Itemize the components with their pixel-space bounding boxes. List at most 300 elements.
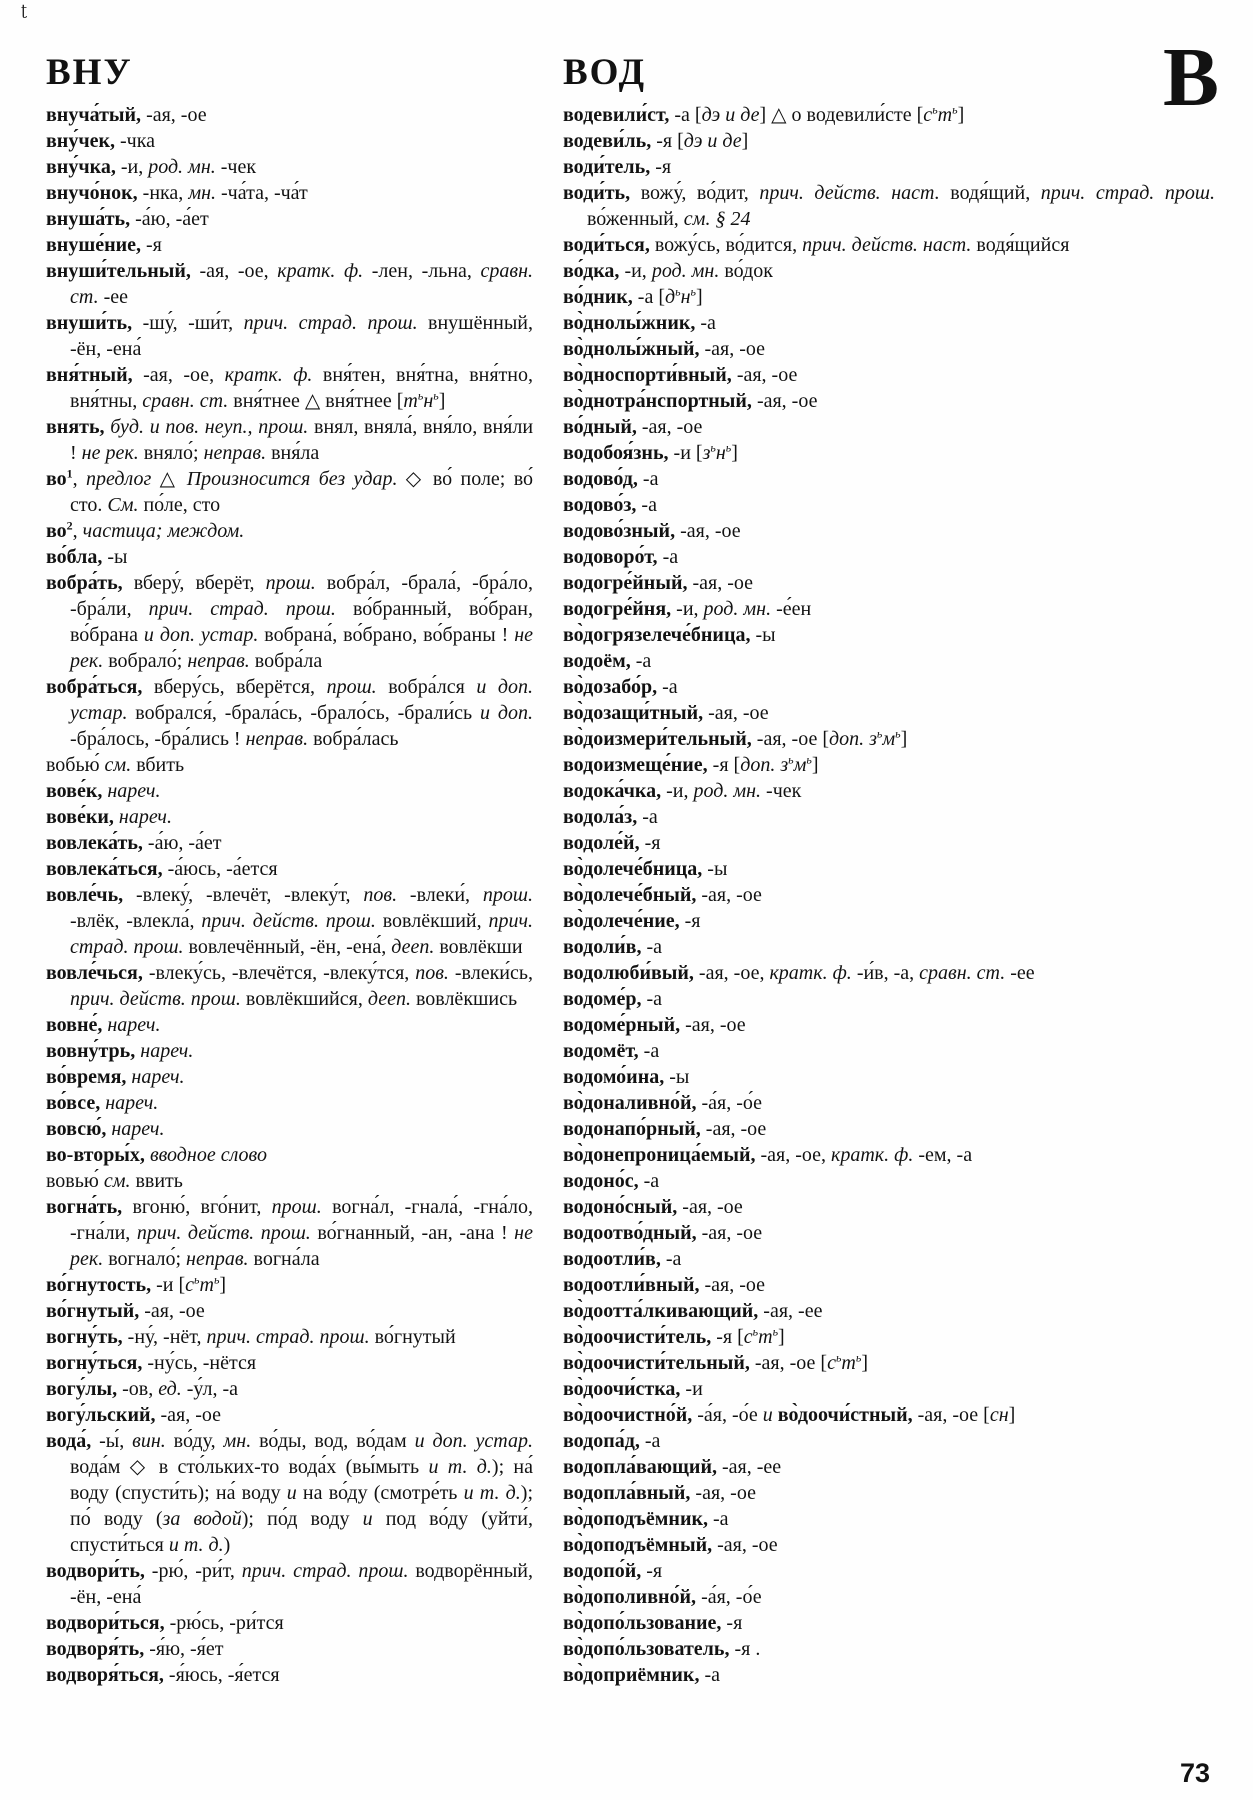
entry-text: з [780, 754, 789, 776]
entry-text: во́ду, [165, 1430, 224, 1452]
entry-text: -ы [702, 858, 728, 880]
headword: водогре́йный, [563, 572, 688, 594]
entry-text: вовлечённый, -ён, -ена́, [183, 936, 392, 958]
headword: внучо́нок, [46, 182, 138, 204]
entry-text: -ая, -ое [703, 702, 769, 724]
headword: вогну́ть, [46, 1326, 123, 1348]
dictionary-entry [563, 960, 1215, 986]
entry-text: кратк. ф. [769, 962, 852, 984]
entry-text: дэ и де [701, 104, 760, 126]
headword: вогу́льский, [46, 1404, 156, 1426]
entry-text: н [423, 390, 434, 412]
entry-text: сравн. ст. [142, 390, 229, 412]
headword: водопа́д, [563, 1430, 640, 1452]
entry-text: -ая, -ое [141, 104, 207, 126]
headword: водока́чка, [563, 780, 662, 802]
entry-text: -ая, -ое [675, 520, 741, 542]
entry-text: ь [788, 752, 794, 767]
headword: во́дка, [563, 260, 620, 282]
entry-text: не рек. [81, 442, 139, 464]
entry-text: т [758, 1326, 773, 1348]
entry-text: прош. [258, 416, 309, 438]
headword: во̀доочи́стный, [777, 1404, 913, 1426]
right-column-header: ВОД [563, 52, 647, 93]
entry-text: ] [219, 1274, 227, 1296]
headword: вовлека́ть, [46, 832, 143, 854]
entry-text: пов. [363, 884, 398, 906]
dictionary-entry [46, 518, 533, 544]
entry-text: -влёк, -влекла́, [70, 910, 202, 932]
entry-text: -и [ [668, 442, 703, 464]
dictionary-entry [46, 1142, 533, 1168]
entry-text: вобра́л, -брала́, -бра́ло, -бра́ли, [70, 572, 533, 620]
entry-text: дееп. [367, 988, 411, 1010]
dictionary-entry [46, 1376, 533, 1402]
entry-text: -е́ен [771, 598, 812, 620]
headword: водоизмеще́ние, [563, 754, 708, 776]
headword: во́дный, [563, 416, 637, 438]
headword: во̀доподъёмник, [563, 1508, 708, 1530]
entry-text: вовлёкши [434, 936, 523, 958]
entry-text: прош. [265, 572, 316, 594]
entry-text: и доп. [480, 702, 533, 724]
entry-text: -а [630, 650, 652, 672]
entry-text: во́гнутый [369, 1326, 456, 1348]
entry-text: -ая, -ое [731, 364, 798, 386]
entry-text: вовью́ [46, 1170, 104, 1192]
entry-text: нареч. [111, 1118, 165, 1140]
headword: во̀доочисти́тель, [563, 1326, 712, 1348]
dictionary-entry [563, 1272, 1215, 1298]
entry-text: неправ. [203, 442, 267, 464]
dictionary-entry [563, 622, 1215, 648]
entry-text: ] [811, 754, 819, 776]
entry-text: ); по́д воду [241, 1508, 363, 1530]
headword: водопла́вный, [563, 1482, 691, 1504]
dictionary-entry [46, 466, 533, 518]
entry-text: -ая, -ое, [132, 364, 225, 386]
entry-text: неправ. [186, 1248, 249, 1270]
entry-text: вовлёкший, [375, 910, 489, 932]
dictionary-entry [563, 492, 1215, 518]
entry-text: род. мн. [703, 598, 772, 620]
headword: водоотво́дный, [563, 1222, 697, 1244]
headword: водоле́й, [563, 832, 640, 854]
entry-text: -я [679, 910, 701, 932]
headword: водогре́йня, [563, 598, 672, 620]
entry-text: сн [989, 1404, 1009, 1426]
dictionary-entry [563, 700, 1215, 726]
headword: вовле́чься, [46, 962, 143, 984]
entry-text: вовлёкшийся, [240, 988, 368, 1010]
entry-text: , [72, 468, 87, 490]
entry-text: -а [ [632, 286, 665, 308]
dictionary-entry [563, 570, 1215, 596]
entry-text: кратк. ф. [224, 364, 313, 386]
entry-text: см. § 24 [683, 208, 751, 230]
dictionary-entry [563, 1636, 1215, 1662]
entry-text: -я [ [707, 754, 741, 776]
entry-text: прич. действ. наст. [759, 182, 940, 204]
entry-text: вня́тнее △ вня́тнее [ [228, 390, 404, 412]
entry-text: -и, [115, 156, 149, 178]
headword: водово́д, [563, 468, 638, 490]
entry-text: и [762, 1404, 773, 1426]
entry-text: ] [861, 1352, 869, 1374]
headword: во̀допо́льзование, [563, 1612, 722, 1634]
dictionary-entry [46, 882, 533, 960]
headword: во̀долече́ние, [563, 910, 680, 932]
dictionary-entry [46, 128, 533, 154]
entry-text: и доп. устар. [143, 624, 259, 646]
entry-text: -ая, -ое [677, 1196, 743, 1218]
entry-text: -и́в, -а, [851, 962, 920, 984]
entry-text: прич. действ. наст. [802, 234, 972, 256]
entry-text: по́ле, сто [138, 494, 221, 516]
headword: вове́к, [46, 780, 103, 802]
headword: водопо́й, [563, 1560, 642, 1582]
entry-text: и [362, 1508, 373, 1530]
entry-text: -я [650, 156, 672, 178]
entry-text: ь [895, 726, 901, 741]
headword: водворя́ться, [46, 1664, 164, 1686]
headword: во̀долече́бный, [563, 884, 697, 906]
headword: водомёт, [563, 1040, 639, 1062]
dictionary-entry [563, 336, 1215, 362]
headword: водоно́с, [563, 1170, 639, 1192]
entry-text: н [715, 442, 726, 464]
entry-text: ] [731, 442, 738, 464]
entry-text: з [702, 442, 711, 464]
dictionary-entry [563, 1662, 1215, 1688]
dictionary-entry [46, 752, 533, 778]
entry-text: -ая, -ое [155, 1404, 222, 1426]
headword: во [46, 468, 67, 490]
entry-text: мн. [223, 1430, 252, 1452]
entry-text: частица; междом. [82, 520, 245, 542]
dictionary-entry [46, 232, 533, 258]
entry-text: -и [680, 1378, 703, 1400]
entry-text: -я́ю, -я́ет [144, 1638, 224, 1660]
entry-text: -я [639, 832, 661, 854]
dictionary-entry [563, 388, 1215, 414]
entry-text: ь [806, 752, 812, 767]
dictionary-entry [46, 102, 533, 128]
entry-text: -ая, -ое [700, 1118, 767, 1140]
entry-text: вожу́сь, во́дится, [649, 234, 803, 256]
headword: во̀днолы́жник, [563, 312, 696, 334]
dictionary-entry [46, 1428, 533, 1558]
dictionary-entry [46, 180, 533, 206]
entry-text: -я [641, 1560, 663, 1582]
entry-text: д [664, 286, 676, 308]
dictionary-entry [46, 1402, 533, 1428]
entry-text: ] [1008, 1404, 1016, 1426]
entry-text: ь [835, 1350, 842, 1365]
entry-text: во́женный, [587, 208, 684, 230]
entry-text: -ча́та, -ча́т [216, 182, 308, 204]
entry-text: ] [778, 1326, 785, 1348]
headword: води́ться, [563, 234, 650, 256]
dictionary-entry [46, 804, 533, 830]
entry-text: прич. страд. прош. [241, 1560, 409, 1582]
entry-text: внял, вняла́, вня́ло, вня́ли ! [70, 416, 534, 464]
dictionary-entry [46, 1090, 533, 1116]
dictionary-entry [563, 908, 1215, 934]
page-number: 73 [1180, 1758, 1211, 1788]
entry-text: -чка [115, 130, 156, 152]
dictionary-entry [563, 1610, 1215, 1636]
entry-text: прич. действ. прош. [70, 988, 241, 1010]
entry-text: -а [660, 1248, 682, 1270]
entry-text: н [680, 286, 691, 308]
entry-text: -ая, -ое, [755, 1144, 831, 1166]
entry-text: ь [876, 726, 883, 741]
entry-text: -я . [729, 1638, 761, 1660]
entry-text: ь [855, 1350, 862, 1365]
entry-text: ] [438, 390, 446, 412]
entry-text: дееп. [391, 936, 435, 958]
dictionary-entry [46, 1116, 533, 1142]
dictionary-entry [46, 1324, 533, 1350]
entry-text: -у́л, -а [181, 1378, 239, 1400]
dictionary-entry [563, 232, 1215, 258]
dictionary-entry [46, 362, 533, 414]
entry-text: -а [699, 1664, 720, 1686]
headword: во́дник, [563, 286, 633, 308]
entry-text: вобра́ла [249, 650, 323, 672]
dictionary-entry [563, 752, 1215, 778]
headword: вовлека́ться, [46, 858, 163, 880]
headword: вогну́ться, [46, 1352, 143, 1374]
entry-text: -а [638, 1040, 660, 1062]
entry-text: нареч. [107, 1014, 161, 1036]
entry-text: -ая, -ое [687, 572, 754, 594]
entry-text: -ее [98, 286, 128, 308]
entry-text: прич. страд. прош. [1040, 182, 1215, 204]
entry-text: вобра́лась [308, 728, 399, 750]
entry-text: -ая, -ое [ [749, 1352, 828, 1374]
dictionary-entry [46, 544, 533, 570]
dictionary-entry [46, 1038, 533, 1064]
entry-text: прич. страд. прош. [148, 598, 336, 620]
entry-text: нареч. [140, 1040, 194, 1062]
entry-text: прич. действ. прош. [136, 1222, 311, 1244]
dictionary-entry [46, 830, 533, 856]
entry-text: вня́тен, вня́тна, вня́тно, вня́тны, [70, 364, 533, 412]
entry-text: мн. [188, 182, 216, 204]
dictionary-entry [563, 310, 1215, 336]
headword: во-вторы́х, [46, 1144, 145, 1166]
left-column [46, 102, 533, 1688]
dictionary-entry [563, 830, 1215, 856]
entry-text: сравн. ст. [919, 962, 1006, 984]
entry-text: ь [433, 388, 439, 403]
entry-text: буд. и пов. неуп., [110, 416, 253, 438]
entry-text: -а́юсь, -а́ется [162, 858, 278, 880]
entry-text: -я [721, 1612, 743, 1634]
entry-text: -ая, -ое [680, 1014, 746, 1036]
dictionary-entry [563, 518, 1215, 544]
entry-text: вберу́сь, вберётся, [142, 676, 327, 698]
dictionary-entry [563, 362, 1215, 388]
entry-text: и т. д. [428, 1456, 492, 1478]
headword: водола́з, [563, 806, 638, 828]
entry-text: ь [417, 388, 424, 403]
entry-text: прич. страд. прош. [70, 910, 533, 958]
entry-text: нареч. [131, 1066, 185, 1088]
headword: вну́чка, [46, 156, 116, 178]
dictionary-entry [46, 414, 533, 466]
dictionary-entry [46, 1194, 533, 1272]
dictionary-entry [46, 1272, 533, 1298]
entry-text: -а [636, 494, 657, 516]
headword: вну́чек, [46, 130, 116, 152]
entry-text: ] △ о водевили́сте [ [759, 104, 924, 126]
entry-text: т [841, 1352, 856, 1374]
headword: водвори́ться, [46, 1612, 165, 1634]
entry-text: -ем, -а [913, 1144, 973, 1166]
entry-text: -ая, -ее [758, 1300, 823, 1322]
dictionary-entry [563, 1506, 1215, 1532]
entry-text: -а [708, 1508, 729, 1530]
entry-text: -ая, -ое [690, 1482, 756, 1504]
dictionary-entry [46, 778, 533, 804]
headword: водово́зный, [563, 520, 676, 542]
dictionary-entry [563, 778, 1215, 804]
headword: водевили́ст, [563, 104, 670, 126]
entry-text: -ая, -ое [699, 338, 765, 360]
entry-text: -нка, [137, 182, 189, 204]
dictionary-entry [563, 1428, 1215, 1454]
dictionary-entry [46, 1610, 533, 1636]
entry-text: с [923, 104, 933, 126]
dictionary-entry [563, 1012, 1215, 1038]
entry-text: внушённый, -ён, -ена́ [70, 312, 534, 360]
entry-text: нареч. [118, 806, 172, 828]
headword: вня́тный, [46, 364, 133, 386]
entry-text: прич. страд. прош. [206, 1326, 370, 1348]
entry-text: вобрало́; [103, 650, 188, 672]
dictionary-entry [563, 1246, 1215, 1272]
entry-text: ] [900, 728, 908, 750]
entry-text: -а [637, 806, 658, 828]
entry-text [468, 1430, 476, 1452]
entry-text: -я [ [711, 1326, 744, 1348]
entry-text: -а [637, 468, 659, 490]
entry-text: вобрана́, во́брано, во́браны ! [258, 624, 515, 646]
headword: вобра́ть, [46, 572, 123, 594]
dictionary-entry [46, 206, 533, 232]
dictionary-entry [563, 284, 1215, 310]
dictionary-entry [563, 128, 1215, 154]
dictionary-entry [46, 1064, 533, 1090]
entry-text: ь [752, 1324, 759, 1339]
entry-text: -а́я, -о́е [692, 1404, 763, 1426]
entry-text: во́ды, вод, во́дам [251, 1430, 415, 1452]
entry-text: вожу́, во́дит, [630, 182, 760, 204]
entry-text: вин. [132, 1430, 166, 1452]
dictionary-entry [46, 856, 533, 882]
headword: во̀допо́льзователь, [563, 1638, 730, 1660]
entry-text: прош. [271, 1196, 322, 1218]
dictionary-entry [563, 1168, 1215, 1194]
entry-text: доп. [828, 728, 865, 750]
entry-text: вгоню́, вго́нит, [122, 1196, 272, 1218]
headword: во̀доналивно́й, [563, 1092, 697, 1114]
entry-text: род. мн. [651, 260, 720, 282]
dictionary-entry [563, 596, 1215, 622]
dictionary-entry [563, 154, 1215, 180]
entry-text: -рю́сь, -ри́тся [164, 1612, 284, 1634]
entry-text: -и, [661, 780, 694, 802]
headword: во̀доочи́стка, [563, 1378, 681, 1400]
entry-text: ь [213, 1272, 220, 1287]
entry-text: -а [657, 676, 678, 698]
headword: во̀дополивно́й, [563, 1586, 697, 1608]
entry-text: неправ. [187, 650, 250, 672]
headword: вогна́ть, [46, 1196, 123, 1218]
entry-text: 1 [66, 466, 73, 481]
headword: во́все, [46, 1092, 101, 1114]
entry-text: пов. [415, 962, 449, 984]
dictionary-entry [563, 414, 1215, 440]
entry-text: ◇ во́ поле; во́ сто. [70, 468, 533, 516]
headword: внять, [46, 416, 105, 438]
entry-text: см. [104, 754, 132, 776]
entry-text: -ов, [117, 1378, 159, 1400]
dictionary-entry [46, 1012, 533, 1038]
dictionary-entry [563, 804, 1215, 830]
entry-text: ь [725, 440, 732, 455]
headword: водопла́вающий, [563, 1456, 717, 1478]
entry-text: -ая, -ое, [693, 962, 770, 984]
entry-text: -и, [671, 598, 704, 620]
entry-text: не рек. [70, 1222, 533, 1270]
entry-text: устар. [475, 1430, 533, 1452]
entry-text: во́бранный, во́бран, во́брана [70, 598, 534, 646]
entry-text: -ая, -ое [712, 1534, 778, 1556]
dictionary-entry [46, 1558, 533, 1610]
entry-text: -бра́лось, -бра́лись ! [70, 728, 246, 750]
headword: водонапо́рный, [563, 1118, 701, 1140]
dictionary-entry [563, 1480, 1215, 1506]
dictionary-entry [563, 1298, 1215, 1324]
headword: вогу́лы, [46, 1378, 118, 1400]
headword: водоно́сный, [563, 1196, 678, 1218]
dictionary-entry [563, 466, 1215, 492]
entry-text: м [882, 728, 896, 750]
entry-text: на во́ду (смотре́ть [296, 1482, 464, 1504]
entry-text: вогнало́; [103, 1248, 187, 1270]
dictionary-entry [563, 544, 1215, 570]
entry-text: -а [641, 936, 663, 958]
headword: водолюби́вый, [563, 962, 694, 984]
entry-text: вобрался́, -брала́сь, -брало́сь, -брали́сь [127, 702, 481, 724]
entry-text: -влеки́сь, [448, 962, 533, 984]
entry-text: -а [639, 1430, 661, 1452]
headword: во̀доизмери́тельный, [563, 728, 752, 750]
headword: во̀доподъёмный, [563, 1534, 713, 1556]
entry-text: ); на́ воду (спусти́ть); на́ воду [70, 1456, 534, 1504]
dictionary-entry [563, 1558, 1215, 1584]
headword: во [46, 520, 67, 542]
entry-text: -а́я, -о́е [696, 1586, 762, 1608]
headword: водоотли́вный, [563, 1274, 700, 1296]
entry-text: сравн. ст. [70, 260, 533, 308]
entry-text: и доп. [414, 1430, 468, 1452]
entry-text: вобью́ [46, 754, 105, 776]
